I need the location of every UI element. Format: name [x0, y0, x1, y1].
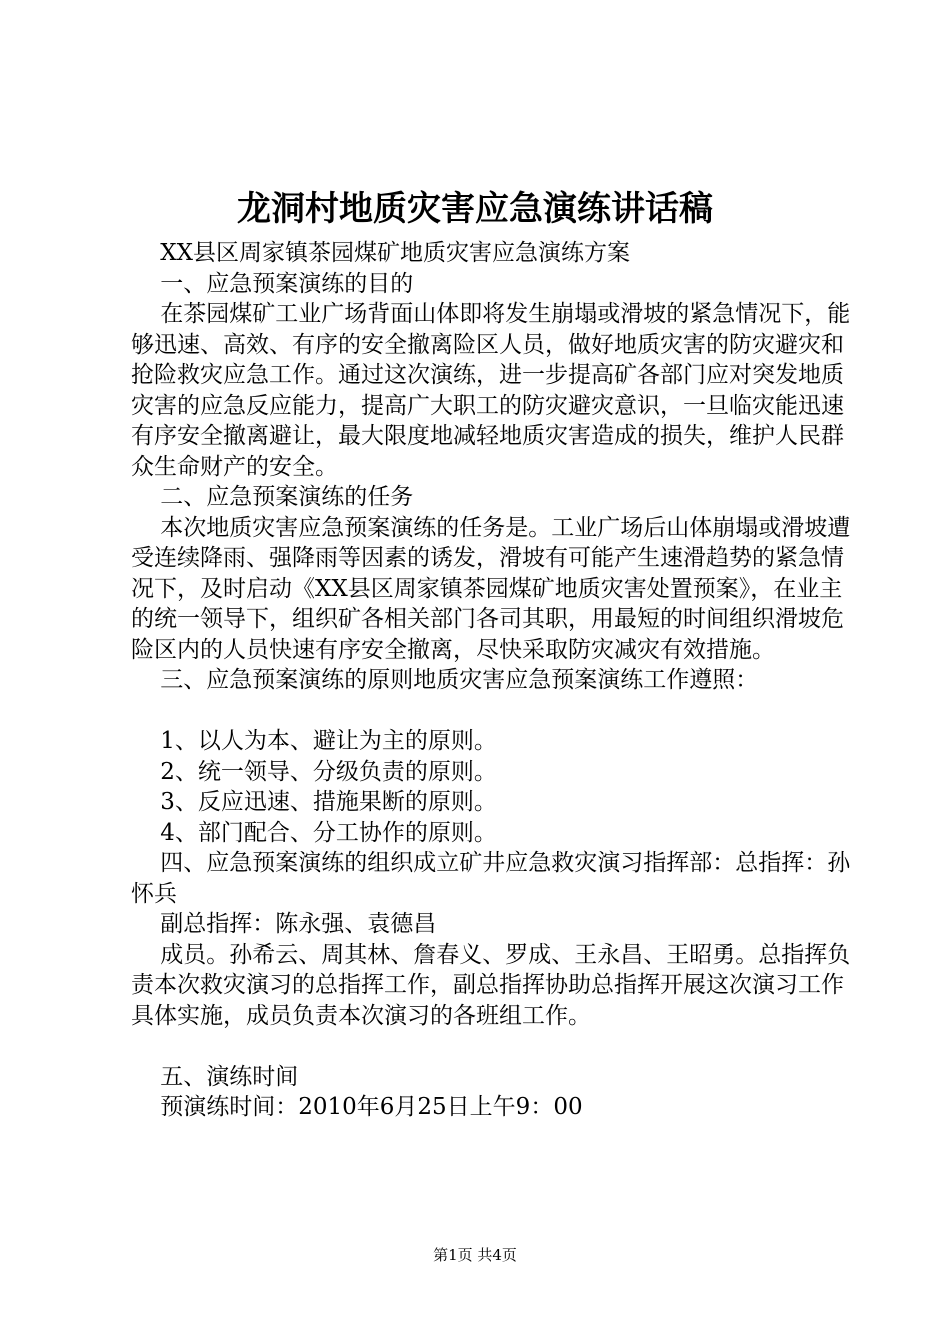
page-footer: 第1页 共4页	[433, 1246, 517, 1264]
principle-item: 3、反应迅速、措施果断的原则。	[131, 789, 497, 815]
document-title: 龙洞村地质灾害应急演练讲话稿	[237, 189, 713, 229]
paragraph-drill-time: 预演练时间：2010年6月25日上午9：00	[131, 1094, 583, 1120]
paragraph-members: 成员。孙希云、周其林、詹春义、罗成、王永昌、王昭勇。总指挥负责本次救灾演习的总指挥工作，副总指挥协助总指挥开展这次演习工作具体实施，成员负责本次演习的各班组工作。	[131, 941, 851, 1029]
blank-line	[131, 1031, 851, 1062]
paragraph-deputy-commanders: 副总指挥：陈永强、袁德昌	[131, 911, 437, 937]
blank-line	[131, 696, 851, 727]
document-body	[131, 238, 851, 1123]
paragraph-task: 本次地质灾害应急预案演练的任务是。工业广场后山体崩塌或滑坡遭受连续降雨、强降雨等因素的诱发，滑坡有可能产生速滑趋势的紧急情况下，及时启动《XX县区周家镇茶园煤矿地质灾害处置预案》，在业主的统一领导下，组织矿各相关部门各司其职，用最短的时间组织滑坡危险区内的人员快速有序安全撤离，尽快采取防灾减灾有效措施。	[131, 514, 851, 663]
heading-principles: 三、应急预案演练的原则地质灾害应急预案演练工作遵照：	[131, 667, 759, 693]
heading-purpose: 一、应急预案演练的目的	[131, 270, 414, 297]
principle-item: 4、部门配合、分工协作的原则。	[131, 819, 497, 846]
paragraph-plan-name: XX县区周家镇茶园煤矿地质灾害应急演练方案	[131, 240, 630, 266]
heading-drill-time: 五、演练时间	[131, 1063, 299, 1090]
paragraph-purpose: 在茶园煤矿工业广场背面山体即将发生崩塌或滑坡的紧急情况下，能够迅速、高效、有序的安全撤离险区人员，做好地质灾害的防灾避灾和抢险救灾应急工作。通过这次演练，进一步提高矿各部门应对突发地质灾害的应急反应能力，提高广大职工的防灾避灾意识，一旦临灾能迅速有序安全撤离避让，最大限度地减轻地质灾害造成的损失，维护人民群众生命财产的安全。	[131, 301, 851, 480]
principle-item: 2、统一领导、分级负责的原则。	[131, 758, 497, 785]
principle-item: 1、以人为本、避让为主的原则。	[131, 728, 497, 754]
heading-task: 二、应急预案演练的任务	[131, 484, 414, 510]
heading-organization: 四、应急预案演练的组织成立矿井应急救灾演习指挥部：总指挥：孙怀兵	[131, 850, 851, 907]
